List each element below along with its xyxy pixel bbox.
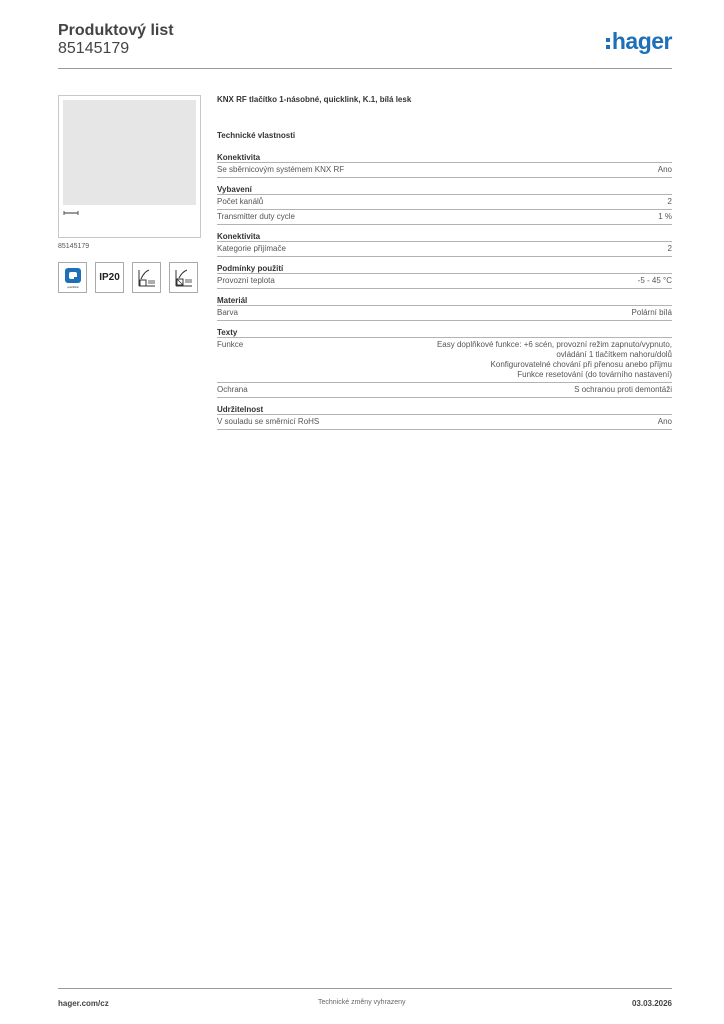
spec-group-title: Udržitelnost <box>217 405 672 415</box>
spec-group-title: Konektivita <box>217 232 672 242</box>
hager-logo <box>606 28 672 55</box>
spec-group-title: Texty <box>217 328 672 338</box>
document-title: Produktový list <box>58 22 174 39</box>
surface-mount-icon <box>132 262 161 293</box>
spec-row <box>217 383 672 398</box>
product-image-frame <box>58 95 201 238</box>
spec-value: 2 <box>667 197 672 206</box>
scale-bar-icon <box>63 210 79 216</box>
spec-row <box>217 195 672 210</box>
document-number: 85145179 <box>58 40 130 57</box>
spec-group <box>217 153 672 178</box>
spec-row <box>217 338 672 383</box>
product-image <box>63 100 196 205</box>
spec-group-title: Podmínky použití <box>217 264 672 274</box>
spec-row <box>217 306 672 321</box>
spec-row <box>217 163 672 178</box>
feature-icons <box>58 262 198 293</box>
spec-group <box>217 185 672 225</box>
spec-value: Ano <box>657 417 672 426</box>
footer-date: 03.03.2026 <box>631 999 672 1008</box>
product-name: KNX RF tlačítko 1-násobné, quicklink, K.1, bílá lesk <box>217 95 412 104</box>
spec-group <box>217 264 672 289</box>
spec-value-line: Easy doplňkové funkce: +6 scén, provozní režim zapnuto/vypnuto, <box>436 340 672 349</box>
spec-value: Ano <box>657 165 672 174</box>
page-footer <box>58 988 672 1018</box>
spec-group <box>217 232 672 257</box>
spec-value <box>437 340 672 380</box>
spec-label: Transmitter duty cycle <box>217 212 295 221</box>
footer-disclaimer: Technické změny vyhrazeny <box>318 999 406 1006</box>
spec-group <box>217 328 672 398</box>
spec-label: Provozní teplota <box>217 276 275 285</box>
spec-value: -5 - 45 °C <box>637 276 672 285</box>
spec-row <box>217 210 672 225</box>
logo-dots-icon <box>606 38 610 49</box>
spec-label: Ochrana <box>217 385 248 394</box>
spec-group-title: Vybavení <box>217 185 672 195</box>
spec-group <box>217 405 672 430</box>
spec-label: Počet kanálů <box>217 197 264 206</box>
product-code: 85145179 <box>58 243 90 250</box>
spec-value-line: Funkce resetování (do továrního nastavení) <box>517 370 672 379</box>
spec-row <box>217 274 672 289</box>
spec-label: Barva <box>217 308 238 317</box>
spec-label: V souladu se směrnicí RoHS <box>217 417 320 426</box>
ip-rating-label: IP20 <box>99 272 120 283</box>
spec-value: 1 % <box>658 212 672 221</box>
quicklink-icon <box>58 262 87 293</box>
ip20-icon <box>95 262 124 293</box>
specification-panel <box>217 95 672 437</box>
quicklink-label: quicklink <box>66 284 79 289</box>
page-header <box>58 22 672 69</box>
spec-value: 2 <box>667 244 672 253</box>
spec-row <box>217 242 672 257</box>
spec-value-line: ovládání 1 tlačítkem nahoru/dolů <box>556 350 672 359</box>
spec-row <box>217 415 672 430</box>
spec-label: Kategorie přijímače <box>217 244 286 253</box>
spec-group-title: Materiál <box>217 296 672 306</box>
spec-value: Polární bílá <box>631 308 672 317</box>
technical-properties-heading: Technické vlastnosti <box>217 131 296 140</box>
spec-group-title: Konektivita <box>217 153 672 163</box>
footer-website-link[interactable]: hager.com/cz <box>58 999 109 1008</box>
spec-value: S ochranou proti demontáži <box>574 385 672 394</box>
spec-label: Se sběrnicovým systémem KNX RF <box>217 165 345 174</box>
logo-text: hager <box>611 28 672 54</box>
flush-mount-icon <box>169 262 198 293</box>
spec-label: Funkce <box>217 340 244 349</box>
spec-value-line: Konfigurovatelné chování při přenosu anebo příjmu <box>490 360 672 369</box>
spec-group <box>217 296 672 321</box>
